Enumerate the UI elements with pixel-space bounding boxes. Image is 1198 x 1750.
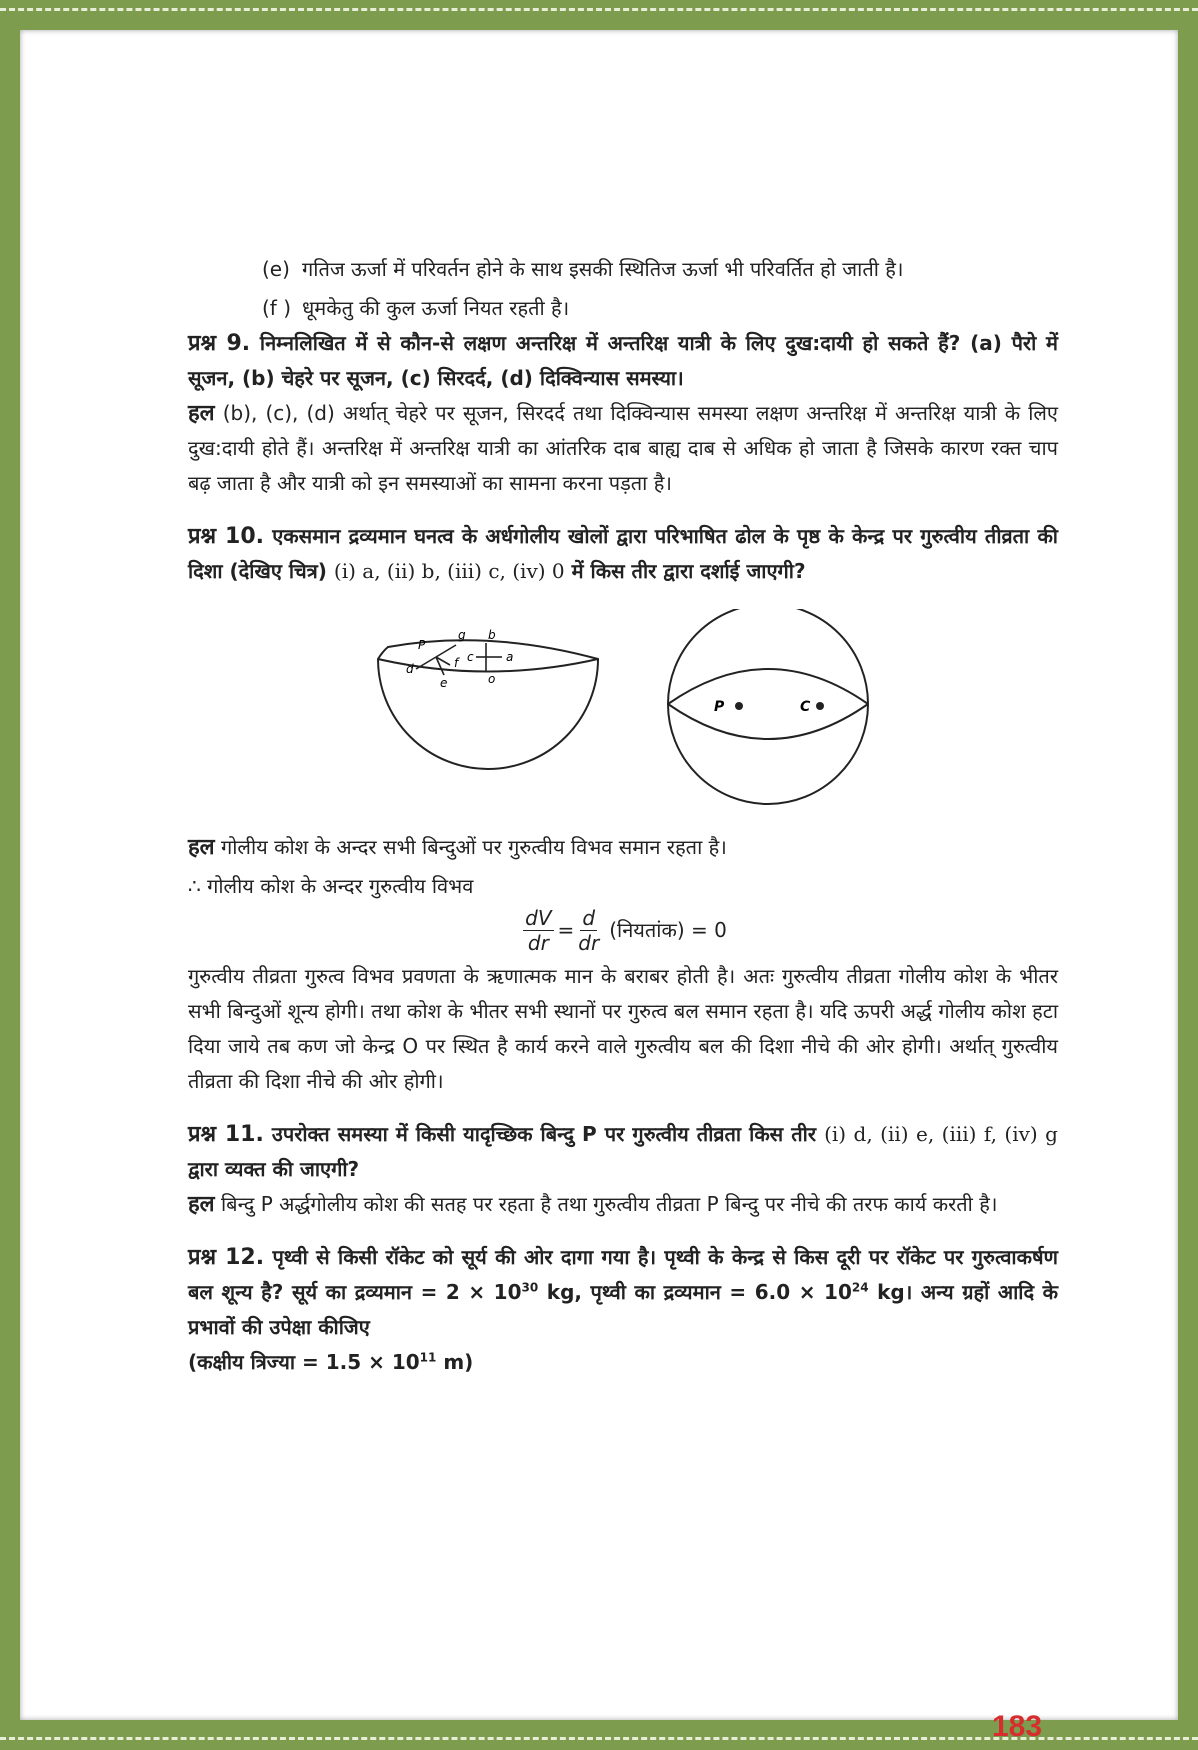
fraction-numerator: d [582,906,596,930]
question-text-part3: kg। अन्य ग्रहों आदि के प्रभावों की उपेक्षा कीजिए [188,1280,1058,1339]
question-text-part1: पृथ्वी से किसी रॉकेट को सूर्य की ओर दागा गया है। पृथ्वी के केन्द्र से किस दूरी पर रॉकेट पर गुरुत्वाकर्षण बल शून्य है? सूर्य का द्रव्यमान = 2 × 10 [188,1245,1058,1304]
page-content [188,252,1058,1380]
sphere-with-lens [668,609,868,804]
question-label: प्रश्न 11. [188,1122,264,1147]
list-label: (f ) [262,296,292,320]
arrow-label-a: a [506,650,514,664]
exponent: 24 [851,1280,869,1295]
answer-label: हल [188,835,215,860]
page-number: 183 [992,1710,1043,1743]
fraction-denominator: dr [578,931,600,955]
answer-10-line1 [188,830,1058,865]
answer-label: हल [188,1192,215,1217]
question-options: (i) d, (ii) e, (iii) f, (iv) g [824,1122,1058,1146]
question-label: प्रश्न 12. [188,1245,265,1270]
question-text: निम्नलिखित में से कौन-से लक्षण अन्तरिक्ष में अन्तरिक्ष यात्री के लिए दुख:दायी हो सकते हैं? [259,331,961,355]
question-text-part2: kg, पृथ्वी का द्रव्यमान = 6.0 × 10 [538,1280,852,1304]
list-text: धूमकेतु की कुल ऊर्जा नियत रहती है। [302,296,570,320]
hemisphere-figure [188,609,1058,814]
page-sheet [20,30,1178,1743]
question-tail: में किस तीर द्वारा दर्शाई जाएगी? [571,559,806,583]
answer-10-line2: ∴ गोलीय कोश के अन्दर गुरुत्वीय विभव [188,874,474,898]
list-label: (e) [262,257,290,281]
fraction-dv-dr [523,906,553,955]
arrow-label-o: o [488,672,496,686]
fraction-denominator: dr [527,931,549,955]
question-text: एकसमान द्रव्यमान घनत्व के अर्धगोलीय खोलों द्वारा परिभाषित ढोल के पृष्ठ के केन्द्र पर गुरुत्वीय तीव्रता की दिशा (देखिए चित्र) [188,524,1058,583]
question-11 [188,1117,1058,1187]
arrow-label-g: g [458,628,466,642]
arrow-label-f: f [454,656,459,670]
answer-9 [188,396,1058,501]
list-text: गतिज ऊर्जा में परिवर्तन होने के साथ इसकी स्थितिज ऊर्जा भी परिवर्तित हो जाती है। [302,257,904,281]
question-label: प्रश्न 9. [188,331,251,356]
answer-10-paragraph: गुरुत्वीय तीव्रता गुरुत्व विभव प्रवणता के ऋणात्मक मान के बराबर होती है। अतः गुरुत्वीय तीव्रता गोलीय कोश के भीतर सभी बिन्दुओं शून्य होगी। तथा कोश के भीतर सभी स्थानों पर गुरुत्व बल समान रहता है। यदि ऊपरी अर्द्ध गोलीय कोश हटा दिया जाये तब कण जो केन्द्र O पर स्थित है कार्य करने वाले गुरुत्वीय बल की दिशा नीचे की ओर होगी। अर्थात् गुरुत्वीय तीव्रता की दिशा नीचे की ओर होगी। [188,964,1058,1093]
radius-unit: m) [436,1350,474,1374]
sphere-label-c: C [800,699,811,715]
radius-text: (कक्षीय त्रिज्या = 1.5 × 10 [188,1350,420,1374]
answer-text: गोलीय कोश के अन्दर सभी बिन्दुओं पर गुरुत्वीय विभव समान रहता है। [220,835,727,859]
arrow-label-e: e [440,676,448,690]
point-c-dot [816,702,824,710]
top-stitch-decoration [0,8,1198,11]
list-item-f [262,291,1058,326]
potential-formula [188,906,1058,955]
fraction-d-dr [578,906,599,955]
point-p-dot [735,702,743,710]
answer-label: हल [188,401,215,426]
arrow-label-d: d [406,662,414,676]
arrow-label-p: P [418,638,426,652]
sphere-label-p: P [714,699,725,715]
arrow-label-b: b [488,628,496,642]
hemispherical-bowl [378,640,598,769]
question-tail: द्वारा व्यक्त की जाएगी? [188,1157,360,1181]
answer-text: बिन्दु P अर्द्धगोलीय कोश की सतह पर रहता है तथा गुरुत्वीय तीव्रता P बिन्दु पर नीचे की तरफ कार्य करती है। [220,1192,998,1216]
equals-sign: = [557,918,575,942]
question-9 [188,326,1058,396]
question-text: उपरोक्त समस्या में किसी यादृच्छिक बिन्दु P पर गुरुत्वीय तीव्रता किस तीर [271,1122,817,1146]
question-10 [188,519,1058,589]
question-12 [188,1240,1058,1380]
question-label: प्रश्न 10. [188,524,264,549]
figure-svg [188,609,1058,814]
formula-rest: (नियतांक) = 0 [609,918,727,942]
list-item-e [262,252,1058,287]
question-options: (a) पैरो में सूजन, (b) चेहरे पर सूजन, (c) सिरदर्द, (d) दिक्विन्यास समस्या। [188,331,1058,390]
exponent: 30 [521,1280,539,1295]
exponent: 11 [419,1350,437,1365]
fraction-numerator: dV [525,906,552,930]
answer-11 [188,1187,1058,1222]
question-options: (i) a, (ii) b, (iii) c, (iv) 0 [333,559,565,583]
arrow-label-c: c [467,650,474,664]
answer-text: (b), (c), (d) अर्थात् चेहरे पर सूजन, सिरदर्द तथा दिक्विन्यास समस्या लक्षण अन्तरिक्ष में अन्तरिक्ष यात्री के लिए दुख:दायी होते हैं। अन्तरिक्ष में अन्तरिक्ष यात्री का आंतरिक दाब बाह्य दाब से अधिक हो जाता है जिसके कारण रक्त चाप बढ़ जाता है और यात्री को इन समस्याओं का सामना करना पड़ता है। [188,401,1058,495]
